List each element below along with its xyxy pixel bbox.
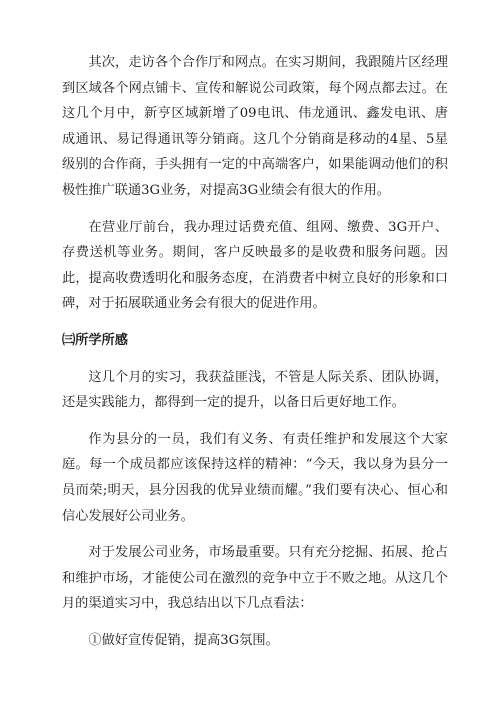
paragraph-gains: 这几个月的实习，我获益匪浅，不管是人际关系、团队协调，还是实践能力，都得到一定的提升，以备日后更好地工作。	[62, 369, 448, 411]
paragraph-front-desk: 在营业厅前台，我办理过话费充值、组网、缴费、3G开户、存费送机等业务。期间，客户反映最多的是收费和服务问题。因此，提高收费透明化和服务态度，在消费者中树立良好的形象和口碑，对于拓展联通业务会有很大的促进作用。	[62, 219, 448, 312]
paragraph-market: 对于发展公司业务，市场最重要。只有充分挖掘、拓展、抢占和维护市场，才能使公司在激烈的竞争中立于不败之地。从这几个月的渠道实习中，我总结出以下几点看法：	[62, 545, 448, 612]
section-heading: ㈢所学所感	[62, 332, 128, 348]
paragraph-visits: 其次，走访各个合作厅和网点。在实习期间，我跟随片区经理到区域各个网点铺卡、宣传和解说公司政策，每个网点都去过。在这几个月中，新亨区域新增了09电讯、伟龙通讯、鑫发电讯、唐成通讯、易记得通讯等分销商。这几个分销商是移动的4星、5星级别的合作商，手头拥有一定的中高端客户，如果能调动他们的积极性推广联通3G业务，对提高3G业绩会有很大的作用。	[62, 55, 448, 198]
paragraph-duty: 作为县分的一员，我们有义务、有责任维护和发展这个大家庭。每一个成员都应该保持这样的精神：“今天，我以身为县分一员而荣;明天，县分因我的优异业绩而耀。”我们要有决心、恒心和信心发展好公司业务。	[62, 431, 448, 524]
list-item-promotion: ①做好宣传促销，提高3G氛围。	[88, 632, 279, 648]
document-page	[62, 50, 448, 664]
